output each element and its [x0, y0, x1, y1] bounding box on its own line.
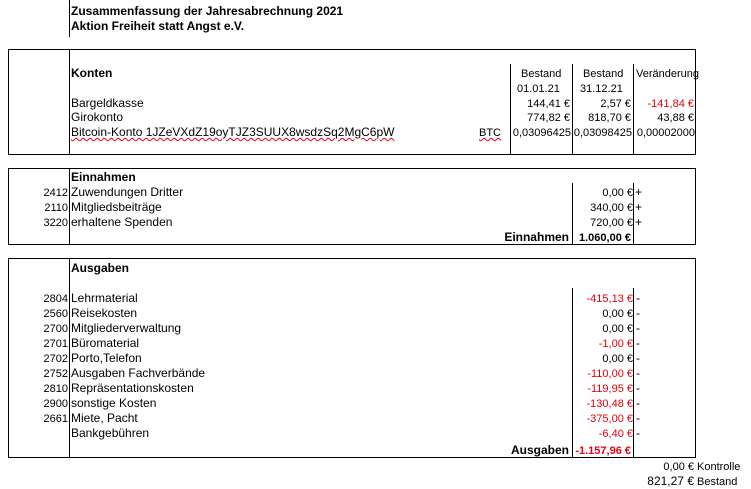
ausgaben-sign: - [636, 366, 640, 380]
bestand-label: Bestand [697, 476, 738, 488]
ausgaben-sign: - [636, 321, 640, 335]
einnahmen-sign: + [635, 185, 643, 199]
ausgaben-label: Reisekosten [71, 306, 138, 320]
date-end: 31.12.21 [580, 83, 623, 95]
einnahmen-code: 2412 [43, 187, 68, 199]
konten-row-end: 2,57 € [600, 98, 631, 110]
konten-row-end: 0,03098425 [573, 127, 632, 139]
einnahmen-sign: + [635, 215, 643, 229]
ausgaben-code: 2560 [43, 308, 68, 320]
date-start: 01.01.21 [517, 83, 560, 95]
ausgaben-label: Repräsentationskosten [71, 381, 194, 395]
ausgaben-amount: 0,00 € [602, 353, 633, 365]
ausgaben-code: 2804 [43, 293, 68, 305]
ausgaben-code: 2752 [43, 368, 68, 380]
ausgaben-label: sonstige Kosten [71, 396, 157, 410]
ausgaben-label: Mitgliederverwaltung [71, 321, 182, 335]
column-divider [69, 0, 70, 37]
ausgaben-amount: 0,00 € [602, 308, 633, 320]
einnahmen-total-label: Einnahmen [504, 230, 569, 244]
konten-row-start: 774,82 € [527, 112, 570, 124]
column-divider [633, 183, 634, 245]
ausgaben-heading: Ausgaben [71, 261, 130, 275]
einnahmen-amount: 340,00 € [590, 202, 633, 214]
ausgaben-sign: - [636, 291, 640, 305]
column-divider [633, 288, 634, 458]
konten-row-label: Bargeldkasse [71, 96, 144, 110]
ausgaben-code: 2700 [43, 323, 68, 335]
einnahmen-code: 3220 [43, 217, 68, 229]
ausgaben-sign: - [636, 306, 640, 320]
ausgaben-sign: - [636, 381, 640, 395]
einnahmen-amount: 720,00 € [590, 217, 633, 229]
ausgaben-label: Ausgaben Fachverbände [71, 366, 206, 380]
ausgaben-code: 2702 [43, 353, 68, 365]
column-divider [69, 49, 70, 155]
konten-row-change: 43,88 € [657, 112, 694, 124]
einnahmen-amount: 0,00 € [602, 187, 633, 199]
ausgaben-code: 2900 [43, 398, 68, 410]
ausgaben-label: Miete, Pacht [71, 411, 138, 425]
document-title: Zusammenfassung der Jahresabrechnung 2021 [71, 4, 344, 18]
organization-name: Aktion Freiheit statt Angst e.V. [71, 19, 245, 33]
konten-row-change: 0,00002000 [636, 127, 695, 139]
konten-row-end: 818,70 € [588, 112, 631, 124]
ausgaben-amount: -6,40 € [598, 428, 633, 440]
einnahmen-label: Zuwendungen Dritter [71, 185, 184, 199]
ausgaben-code: 2701 [43, 338, 68, 350]
einnahmen-label: Mitgliedsbeiträge [71, 200, 162, 214]
ausgaben-amount: -119,95 € [587, 383, 633, 395]
einnahmen-heading: Einnahmen [71, 170, 136, 184]
konten-row-unit: BTC [479, 127, 501, 139]
konten-row-label: Girokonto [71, 110, 124, 124]
ausgaben-label: Bankgebühren [71, 426, 150, 440]
ausgaben-sign: - [636, 396, 640, 410]
bestand-value: 821,27 € [647, 474, 694, 488]
ausgaben-total: -1.157,96 € [575, 445, 631, 457]
ausgaben-amount: -415,13 € [586, 293, 633, 305]
ausgaben-amount: -1,00 € [598, 338, 633, 350]
einnahmen-sign: + [635, 200, 643, 214]
kontrolle-value: 0,00 € [663, 461, 694, 473]
konten-heading: Konten [71, 66, 113, 80]
ausgaben-code: 2810 [43, 383, 68, 395]
ausgaben-code: 2661 [43, 413, 68, 425]
konten-row-label: Bitcoin-Konto 1JZeVXdZ19oyTJZ3SUUX8wsdzSq2MgC6pW [71, 125, 395, 139]
ausgaben-amount: -130,48 € [586, 398, 633, 410]
ausgaben-amount: -375,00 € [586, 413, 633, 425]
ausgaben-label: Lehrmaterial [71, 291, 138, 305]
ausgaben-sign: - [636, 426, 640, 440]
konten-row-start: 0,03096425 [512, 127, 571, 139]
column-divider [69, 168, 70, 245]
ausgaben-amount: 0,00 € [602, 323, 633, 335]
col-bestand-start: Bestand [521, 68, 562, 80]
ausgaben-amount: -110,00 € [587, 368, 633, 380]
ausgaben-sign: - [636, 411, 640, 425]
column-divider [69, 258, 70, 458]
kontrolle-label: Kontrolle [697, 461, 741, 473]
ausgaben-label: Porto,Telefon [71, 351, 142, 365]
konten-row-change: -141,84 € [647, 98, 694, 110]
ausgaben-total-label: Ausgaben [510, 443, 569, 457]
konten-row-start: 144,41 € [527, 98, 570, 110]
ausgaben-sign: - [636, 336, 640, 350]
einnahmen-label: erhaltene Spenden [71, 215, 173, 229]
ausgaben-label: Büromaterial [71, 336, 140, 350]
einnahmen-code: 2110 [44, 202, 68, 214]
ausgaben-sign: - [636, 351, 640, 365]
col-bestand-end: Bestand [583, 68, 624, 80]
col-change: Veränderung [636, 68, 699, 80]
einnahmen-total: 1.060,00 € [579, 232, 631, 244]
